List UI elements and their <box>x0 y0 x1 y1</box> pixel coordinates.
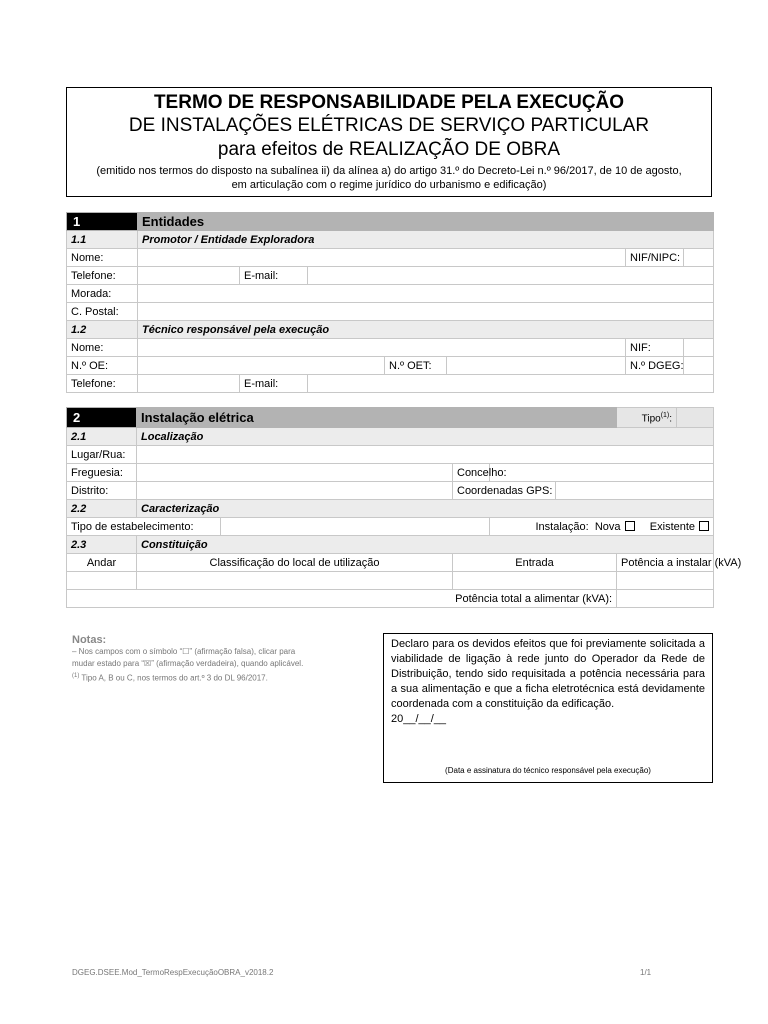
title-line-2: DE INSTALAÇÕES ELÉTRICAS DE SERVIÇO PARTICULAR <box>128 115 650 136</box>
label-potencia-total: Potência total a alimentar (kVA): <box>67 590 617 608</box>
tipo-estabelecimento-field[interactable] <box>221 518 490 536</box>
section-title: Entidades <box>138 213 714 231</box>
label-telefone-tecnico: Telefone: <box>67 375 138 393</box>
email-tecnico-field[interactable] <box>308 375 714 393</box>
lugar-field[interactable] <box>137 446 714 464</box>
subsection-number: 1.1 <box>67 231 138 249</box>
label-cpostal: C. Postal: <box>67 303 138 321</box>
existente-checkbox[interactable] <box>699 521 709 531</box>
subsection-number: 2.1 <box>67 428 137 446</box>
instalacao-options: Instalação: Nova Existente <box>490 518 714 536</box>
label-email-tecnico: E-mail: <box>240 375 308 393</box>
label-nome: Nome: <box>67 249 138 267</box>
subsection-title: Constituição <box>137 536 714 554</box>
declaration-box <box>383 633 713 783</box>
label-n-oet: N.º OET: <box>385 357 447 375</box>
col-andar: Andar <box>67 554 137 572</box>
section-2-instalacao <box>66 407 742 608</box>
concelho-field[interactable] <box>490 464 714 482</box>
title-legal-ref: (emitido nos termos do disposto na subalínea ii) da alínea a) do artigo 31.º do Decreto-Lei n.º 96/2017, de 10 de agosto, em articulação com o regime jurídico do urbanismo e edificação) <box>96 165 682 191</box>
footer-doc-code: DGEG.DSEE.Mod_TermoRespExecuçãoOBRA_v2018.2 <box>72 968 274 977</box>
nova-checkbox[interactable] <box>625 521 635 531</box>
col-classificacao: Classificação do local de utilização <box>137 554 453 572</box>
section-number: 1 <box>67 213 138 231</box>
section-title: Instalação elétrica <box>137 408 617 428</box>
subsection-title: Localização <box>137 428 714 446</box>
label-telefone: Telefone: <box>67 267 138 285</box>
note-1a: – Nos campos com o símbolo “☐” (afirmação falsa), clicar para <box>72 647 296 656</box>
note-1b: mudar estado para “☒” (afirmação verdadeira), quando aplicável. <box>72 659 304 668</box>
col-potencia: Potência a instalar (kVA) <box>617 554 714 572</box>
n-oet-field[interactable] <box>447 357 626 375</box>
telefone-field[interactable] <box>138 267 240 285</box>
title-line-1: TERMO DE RESPONSABILIDADE PELA EXECUÇÃO <box>153 92 625 113</box>
label-morada: Morada: <box>67 285 138 303</box>
entrada-field[interactable] <box>453 572 617 590</box>
title-line-3: para efeitos de REALIZAÇÃO DE OBRA <box>217 139 561 160</box>
email-field[interactable] <box>308 267 714 285</box>
notes-heading: Notas: <box>72 634 107 646</box>
declaration-text: Declaro para os devidos efeitos que foi previamente solicitada a viabilidade de ligação à rede junto do Operador da Rede de Distribuição, tendo sido requisitada a potência necessária para a sua alimentação e que a ficha eletrotécnica está devidamente coordenada com a constituição da edificação. <box>391 638 705 710</box>
nif-field[interactable] <box>684 339 714 357</box>
title-box <box>66 87 712 197</box>
tipo-field[interactable] <box>677 408 714 428</box>
declaration-date[interactable]: 20__/__/__ <box>391 713 447 725</box>
potencia-field[interactable] <box>617 572 714 590</box>
col-entrada: Entrada <box>453 554 617 572</box>
telefone-tecnico-field[interactable] <box>138 375 240 393</box>
n-oe-field[interactable] <box>138 357 385 375</box>
potencia-total-field[interactable] <box>617 590 714 608</box>
classificacao-field[interactable] <box>137 572 453 590</box>
freguesia-field[interactable] <box>137 464 453 482</box>
footer-page-number: 1/1 <box>640 968 652 977</box>
label-nif: NIF: <box>626 339 684 357</box>
subsection-title: Técnico responsável pela execução <box>138 321 714 339</box>
label-freguesia: Freguesia: <box>67 464 137 482</box>
label-nif-nipc: NIF/NIPC: <box>626 249 684 267</box>
label-n-oe: N.º OE: <box>67 357 138 375</box>
label-distrito: Distrito: <box>67 482 137 500</box>
tipo-label: Tipo$^{(1)}$: <box>617 408 677 428</box>
nome-field[interactable] <box>138 249 626 267</box>
label-concelho: Concelho: <box>453 464 490 482</box>
label-tipo-estabelecimento: Tipo de estabelecimento: <box>67 518 221 536</box>
notes <box>72 634 362 685</box>
subsection-title: Promotor / Entidade Exploradora <box>138 231 714 249</box>
nome-tecnico-field[interactable] <box>138 339 626 357</box>
label-gps: Coordenadas GPS: <box>453 482 556 500</box>
nif-nipc-field[interactable] <box>684 249 714 267</box>
morada-field[interactable] <box>138 285 714 303</box>
label-nome-tecnico: Nome: <box>67 339 138 357</box>
label-lugar: Lugar/Rua: <box>67 446 137 464</box>
section-number: 2 <box>67 408 137 428</box>
label-n-dgeg: N.º DGEG: <box>626 357 684 375</box>
gps-field[interactable] <box>556 482 714 500</box>
subsection-number: 2.3 <box>67 536 137 554</box>
subsection-number: 1.2 <box>67 321 138 339</box>
section-1-entidades <box>66 212 714 393</box>
distrito-field[interactable] <box>137 482 453 500</box>
subsection-number: 2.2 <box>67 500 137 518</box>
note-2: $^{(1)}$ Tipo A, B ou C, nos termos do art.º 3 do DL 96/2017. <box>72 673 268 683</box>
subsection-title: Caracterização <box>137 500 714 518</box>
label-email: E-mail: <box>240 267 308 285</box>
cpostal-field[interactable] <box>138 303 714 321</box>
andar-field[interactable] <box>67 572 137 590</box>
signature-caption: (Data e assinatura do técnico responsável pela execução) <box>445 766 651 775</box>
n-dgeg-field[interactable] <box>684 357 714 375</box>
